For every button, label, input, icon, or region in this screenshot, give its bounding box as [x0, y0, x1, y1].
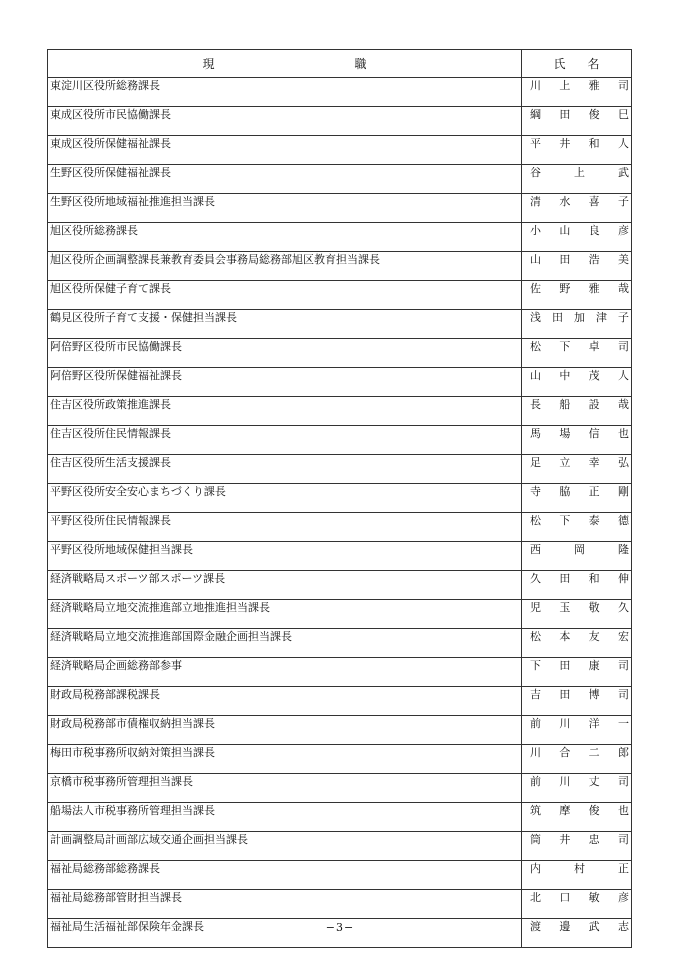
table-row — [48, 658, 632, 687]
person-name-cell: 西岡隆 — [522, 542, 632, 571]
current-post-cell: 平野区役所地域保健担当課長 — [48, 542, 522, 571]
header-post-char-1: 現 — [202, 57, 215, 71]
person-name-cell: 渡邊武志 — [522, 919, 632, 948]
table-row — [48, 455, 632, 484]
table-row — [48, 281, 632, 310]
current-post-cell: 住吉区役所政策推進課長 — [48, 397, 522, 426]
current-post-cell: 阿倍野区役所市民協働課長 — [48, 339, 522, 368]
person-name-cell: 綱田俊巳 — [522, 107, 632, 136]
person-name-cell: 谷上武 — [522, 165, 632, 194]
table-row — [48, 745, 632, 774]
current-post-cell: 京橋市税事務所管理担当課長 — [48, 774, 522, 803]
current-post-cell: 住吉区役所住民情報課長 — [48, 426, 522, 455]
person-name-cell: 馬場信也 — [522, 426, 632, 455]
current-post-cell: 平野区役所住民情報課長 — [48, 513, 522, 542]
current-post-cell: 平野区役所安全安心まちづくり課長 — [48, 484, 522, 513]
current-post-cell: 東淀川区役所総務課長 — [48, 78, 522, 107]
current-post-cell: 財政局税務部課税課長 — [48, 687, 522, 716]
current-post-cell: 経済戦略局スポーツ部スポーツ課長 — [48, 571, 522, 600]
current-post-cell: 福祉局総務部管財担当課長 — [48, 890, 522, 919]
current-post-cell: 計画調整局計画部広域交通企画担当課長 — [48, 832, 522, 861]
current-post-cell: 船場法人市税事務所管理担当課長 — [48, 803, 522, 832]
table-row — [48, 252, 632, 281]
table-row — [48, 832, 632, 861]
person-name-cell: 筑摩俊也 — [522, 803, 632, 832]
person-name-cell: 浅田加津子 — [522, 310, 632, 339]
current-post-cell: 阿倍野区役所保健福祉課長 — [48, 368, 522, 397]
person-name-cell: 松本友宏 — [522, 629, 632, 658]
person-name-cell: 前川丈司 — [522, 774, 632, 803]
person-name-cell: 寺脇正剛 — [522, 484, 632, 513]
person-name-cell: 久田和伸 — [522, 571, 632, 600]
table-body — [48, 78, 632, 948]
table-row — [48, 600, 632, 629]
table-row — [48, 136, 632, 165]
current-post-cell: 福祉局生活福祉部保険年金課長 — [48, 919, 522, 948]
person-name-cell: 前川洋一 — [522, 716, 632, 745]
current-post-cell: 経済戦略局企画総務部参事 — [48, 658, 522, 687]
table-row — [48, 774, 632, 803]
person-name-cell: 北口敏彦 — [522, 890, 632, 919]
current-post-cell: 生野区役所保健福祉課長 — [48, 165, 522, 194]
person-name-cell: 清水喜子 — [522, 194, 632, 223]
table-row — [48, 194, 632, 223]
table-row — [48, 310, 632, 339]
table-row — [48, 890, 632, 919]
page-number: −3− — [325, 921, 355, 934]
table-row — [48, 571, 632, 600]
table-row — [48, 78, 632, 107]
table-row — [48, 165, 632, 194]
current-post-cell: 財政局税務部市債権収納担当課長 — [48, 716, 522, 745]
person-name-cell: 佐野雅哉 — [522, 281, 632, 310]
person-name-cell: 下田康司 — [522, 658, 632, 687]
header-name-char-2: 名 — [587, 57, 600, 71]
table-header-row — [48, 50, 632, 78]
current-post-cell: 東成区役所市民協働課長 — [48, 107, 522, 136]
current-post-cell: 旭区役所総務課長 — [48, 223, 522, 252]
person-name-cell: 内村正 — [522, 861, 632, 890]
person-name-cell: 川合二郎 — [522, 745, 632, 774]
table-row — [48, 803, 632, 832]
current-post-cell: 経済戦略局立地交流推進部国際金融企画担当課長 — [48, 629, 522, 658]
table-row — [48, 397, 632, 426]
table-row — [48, 542, 632, 571]
header-current-post — [48, 50, 522, 78]
person-name-cell: 松下卓司 — [522, 339, 632, 368]
current-post-cell: 福祉局総務部総務課長 — [48, 861, 522, 890]
current-post-cell: 旭区役所保健子育て課長 — [48, 281, 522, 310]
table-row — [48, 484, 632, 513]
current-post-cell: 鶴見区役所子育て支援・保健担当課長 — [48, 310, 522, 339]
person-name-cell: 平井和人 — [522, 136, 632, 165]
person-name-cell: 川上雅司 — [522, 78, 632, 107]
current-post-cell: 経済戦略局立地交流推進部立地推進担当課長 — [48, 600, 522, 629]
person-name-cell: 山田浩美 — [522, 252, 632, 281]
table-row — [48, 629, 632, 658]
table-row — [48, 861, 632, 890]
person-name-cell: 児玉敬久 — [522, 600, 632, 629]
table-row — [48, 107, 632, 136]
table-row — [48, 513, 632, 542]
person-name-cell: 松下泰德 — [522, 513, 632, 542]
header-name — [522, 50, 632, 78]
table-row — [48, 687, 632, 716]
person-name-cell: 長船設哉 — [522, 397, 632, 426]
table-row — [48, 426, 632, 455]
table-row — [48, 223, 632, 252]
current-post-cell: 住吉区役所生活支援課長 — [48, 455, 522, 484]
table-row — [48, 368, 632, 397]
table-row — [48, 339, 632, 368]
current-post-cell: 生野区役所地域福祉推進担当課長 — [48, 194, 522, 223]
header-name-char-1: 氏 — [553, 57, 566, 71]
person-name-cell: 山中茂人 — [522, 368, 632, 397]
person-name-cell: 小山良彦 — [522, 223, 632, 252]
person-name-cell: 筒井忠司 — [522, 832, 632, 861]
person-name-cell: 足立幸弘 — [522, 455, 632, 484]
person-name-cell: 吉田博司 — [522, 687, 632, 716]
current-post-cell: 梅田市税事務所収納対策担当課長 — [48, 745, 522, 774]
current-post-cell: 旭区役所企画調整課長兼教育委員会事務局総務部旭区教育担当課長 — [48, 252, 522, 281]
current-post-cell: 東成区役所保健福祉課長 — [48, 136, 522, 165]
header-post-char-2: 職 — [354, 57, 367, 71]
personnel-table — [47, 49, 632, 948]
table-row — [48, 716, 632, 745]
